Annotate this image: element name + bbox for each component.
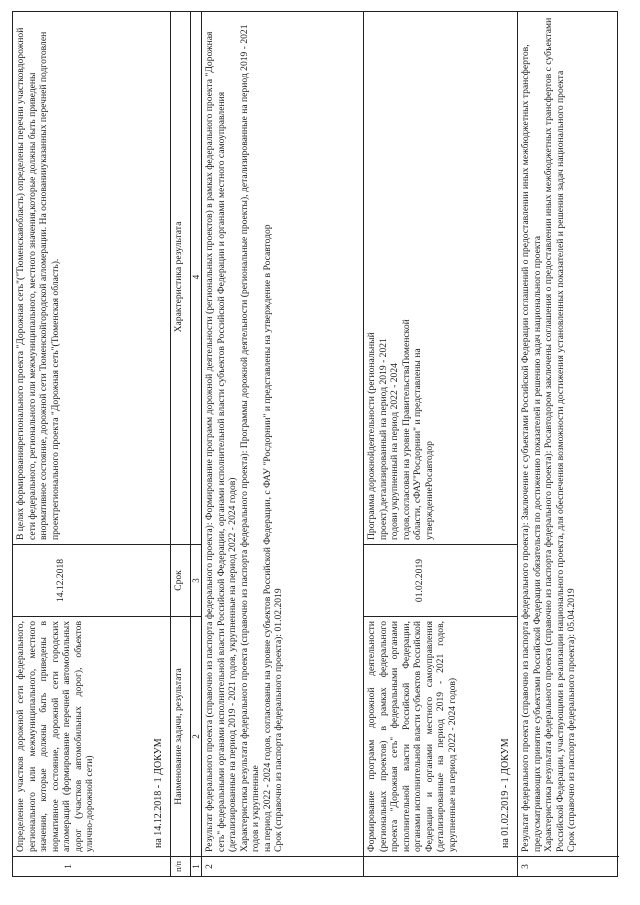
colnum-4: 4 <box>191 274 201 280</box>
result-text: Результат федерального проекта (справочно из паспорта федерального проекта): Заключение с субъектами Российской Федерации соглашений о предоставлении иных межбюджетных трансфертов, предусматривающих принятие субъектами Российской Федерации обязательств по достижению показателей и решению задач национального проекта <box>520 44 543 852</box>
task-footer: на 01.02.2019 - 1 ДОКУМ <box>499 738 511 848</box>
term-text: Срок (справочно из паспорта федерального проекта): 01.02.2019 <box>273 588 284 852</box>
colnum-1: 1 <box>191 856 201 876</box>
results-table <box>12 11 618 877</box>
table-row-1 <box>13 12 171 876</box>
term-cell <box>364 544 517 616</box>
task-cell <box>13 616 170 856</box>
table-row-3 <box>364 12 518 876</box>
table-row-2 <box>202 12 364 876</box>
header-characteristic: Характеристика результата <box>173 221 184 333</box>
row-number: 3 <box>518 856 619 876</box>
colnum-3: 3 <box>191 544 201 616</box>
characteristic-cell <box>364 10 517 544</box>
characteristic-text-cont: на период 2022 - 2024 годов, согласованы на уровне субъектов Российской Федерации, с ФАУ "Росдорнии" и представлены на утверждение в Росавтодор <box>261 224 273 852</box>
row-number: 1 <box>13 856 170 876</box>
task-text: Формирование программ дорожной деятельности (региональных проектов) в рамках федерального проекта "Дорожная сеть" федеральными органами исполнительной власти Российской Федерации, органами исполнительной власти субъектов Российской Федерации и органами местного самоуправления (детализированные на период 2019 - 2021 годов, укрупненные на период 2022 - 2024 годов) <box>366 621 458 852</box>
header-num: п/п <box>171 856 190 876</box>
federal-result-block <box>202 10 363 856</box>
table-row-4 <box>518 12 619 876</box>
term-date: 14.12.2018 <box>55 558 66 603</box>
characteristic-text: Характеристика результата федерального проекта (справочно из паспорта федерального проекта): Росавтодором заключены соглашения о предоставлении иных межбюджетных трансфертов с субъектами Российской Федерации, участвующими в реализации национального проекта, для обеспечения возможности достижения установленных показателей и решения задач национального проекта <box>543 17 566 852</box>
characteristic-text: Программа дорожнойдеятельности (региональный проект),детализированный на период 2019 - 2021 годови укрупненный на период 2022 - 2024 годов,согласован на уровне ПравительстваТюменской области, сФАУ"Росдорнии" и представлены на утверждениеРосавтодор <box>366 319 435 540</box>
colnum-2: 2 <box>191 616 201 856</box>
characteristic-cell: В целях формированиярегионального проекта "Дорожная сеть"("Тюменскаяобласть) определены перечни участковдорожной сети федерального, регионального или межмуниципального, местного значения,которые должны быть приведены внормативное состояние, дорожной сети Тюменскойгородской агломерации. На основанииуказанных перечней подготовлен проектрегионального проекта "Дорожная сеть"(Тюменская область). <box>15 27 61 540</box>
term-date: 01.02.2019 <box>414 558 425 603</box>
federal-result-block <box>518 10 619 856</box>
characteristic-text: Характеристика результата федерального проекта (справочно из паспорта федерального проекта): Программы дорожной деятельности (региональные проекты), детализированные на период 2019 - 2021 годов и укрупненные <box>238 24 261 852</box>
result-text: Результат федерального проекта (справочно из паспорта федерального проекта): Формирование программ дорожной деятельности (региональных проектов) в рамках федерального проекта "Дорожная сеть" федеральными органами исполнительной власти Российской Федерации, органами исполнительной власти субъектов Российской Федерации и органами местного самоуправления (детализированные на период 2019 - 2021 годов, укрупненные на период 2022 - 2024 годов) <box>204 31 238 852</box>
term-text: Срок (справочно из паспорта федерального проекта): 05.04.2019 <box>566 588 577 852</box>
row-number <box>364 856 517 876</box>
term-cell <box>13 544 170 616</box>
row-number: 2 <box>202 856 363 876</box>
header-task: Наименование задачи, результата <box>171 616 190 856</box>
header-row <box>171 12 191 876</box>
task-text: Определение участков дорожной сети федерального, регионального или межмуниципального, местного значения, которые должны быть приведены в нормативное состояние, дорожной сети городских агломераций (формирование перечней автомобильных дорог (участков автомобильных дорог), объектов улично-дорожной сети) <box>15 621 95 852</box>
column-numbers-row <box>191 12 202 876</box>
task-footer: на 14.12.2018 - 1 ДОКУМ <box>152 738 164 848</box>
task-cell <box>364 616 517 856</box>
header-term: Срок <box>171 544 190 616</box>
